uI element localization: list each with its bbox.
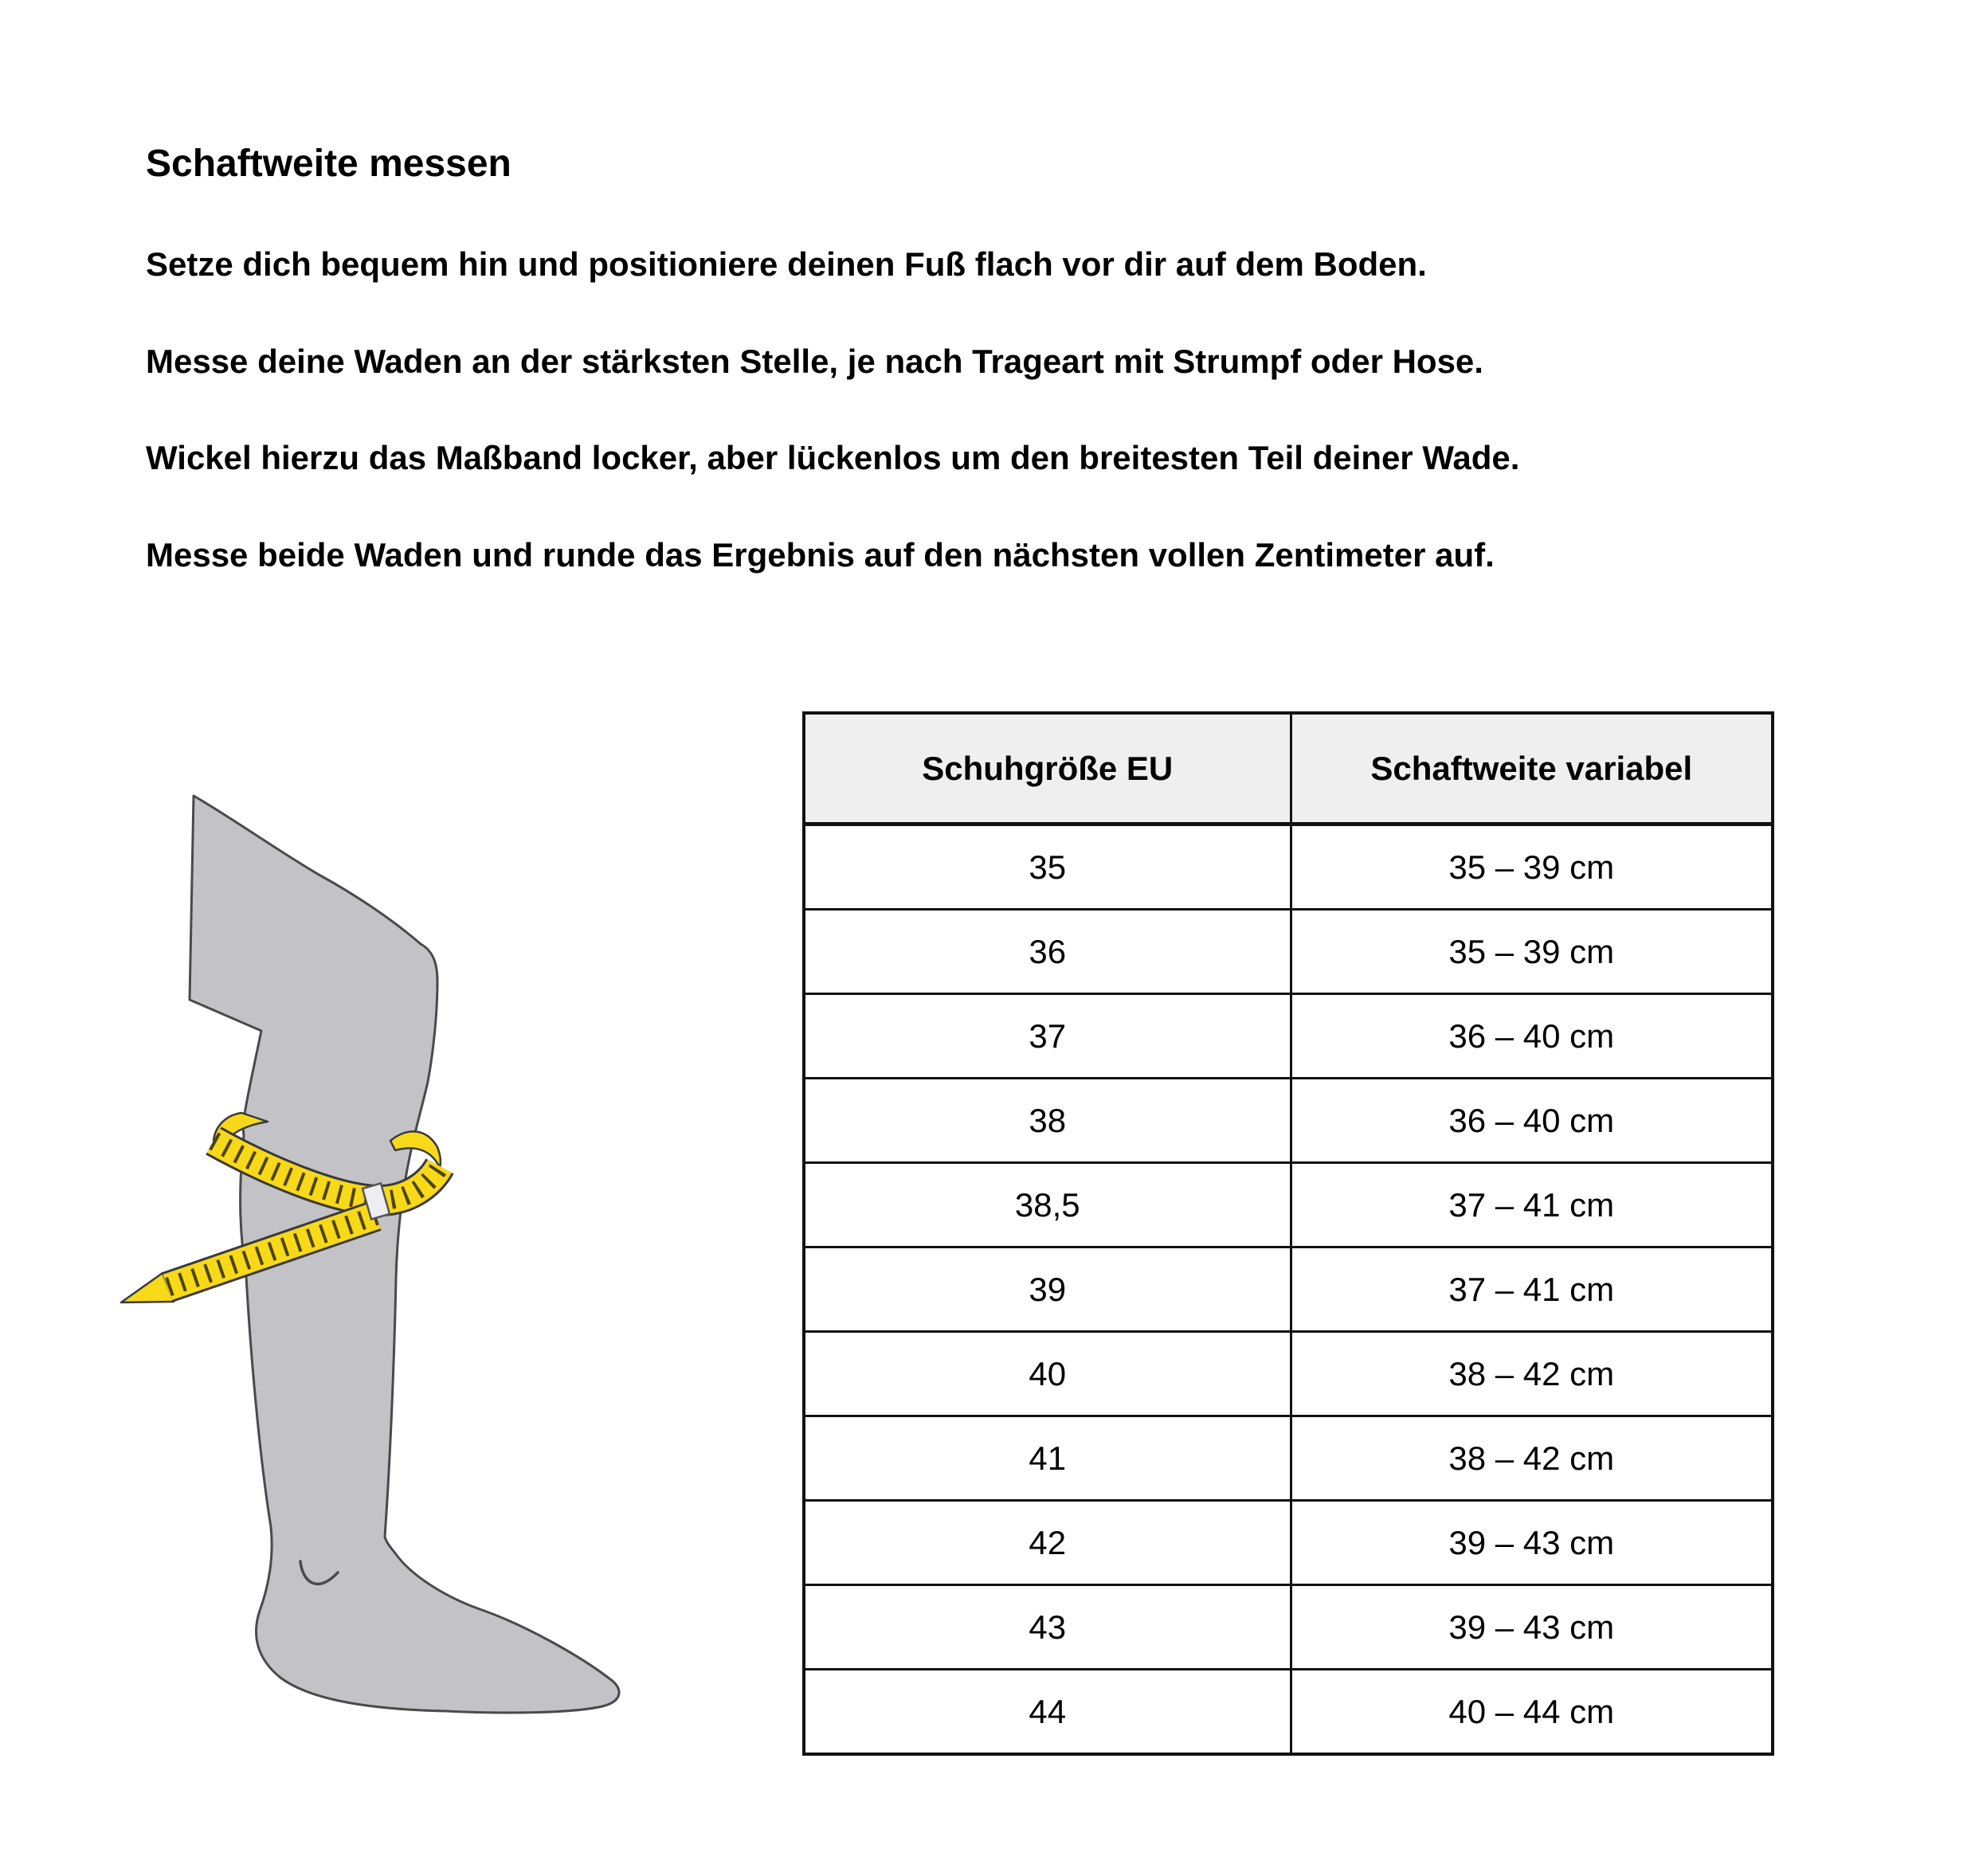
table-cell: 35 – 39 cm [1291, 824, 1773, 910]
instruction-line: Messe deine Waden an der stärksten Stelle, je nach Trageart mit Strumpf oder Hose. [146, 343, 1483, 380]
table-row [804, 824, 1773, 910]
table-cell: 39 – 43 cm [1291, 1501, 1773, 1585]
table-row [804, 994, 1773, 1079]
table-cell: 41 [804, 1416, 1291, 1501]
table-row [804, 1163, 1773, 1247]
instruction-line: Setze dich bequem hin und positioniere deinen Fuß flach vor dir auf dem Boden. [146, 245, 1427, 283]
table-cell: 37 [804, 994, 1291, 1079]
table-row [804, 1079, 1773, 1163]
size-table-body [804, 824, 1773, 1755]
table-cell: 40 [804, 1332, 1291, 1416]
table-cell: 36 – 40 cm [1291, 994, 1773, 1079]
table-cell: 42 [804, 1501, 1291, 1585]
table-cell: 37 – 41 cm [1291, 1247, 1773, 1332]
table-row [804, 910, 1773, 994]
table-cell: 37 – 41 cm [1291, 1163, 1773, 1247]
table-cell: 40 – 44 cm [1291, 1670, 1773, 1755]
table-row [804, 1247, 1773, 1332]
table-row [804, 1332, 1773, 1416]
header-shoe-size-eu: Schuhgröße EU [804, 713, 1291, 824]
shaft-width-size-table [802, 711, 1774, 1756]
table-row [804, 1585, 1773, 1670]
instruction-line: Wickel hierzu das Maßband locker, aber lückenlos um den breitesten Teil deiner Wade. [146, 439, 1520, 476]
table-row [804, 1501, 1773, 1585]
header-shaft-width-variable: Schaftweite variabel [1291, 713, 1773, 824]
size-table-header [804, 713, 1773, 824]
table-cell: 39 [804, 1247, 1291, 1332]
table-cell: 35 [804, 824, 1291, 910]
table-cell: 36 – 40 cm [1291, 1079, 1773, 1163]
table-cell: 43 [804, 1585, 1291, 1670]
instruction-line: Messe beide Waden und runde das Ergebnis auf den nächsten vollen Zentimeter auf. [146, 536, 1495, 574]
table-cell: 38,5 [804, 1163, 1291, 1247]
header-row [804, 713, 1773, 824]
table-cell: 38 – 42 cm [1291, 1332, 1773, 1416]
table-cell: 38 – 42 cm [1291, 1416, 1773, 1501]
table-cell: 38 [804, 1079, 1291, 1163]
table-cell: 35 – 39 cm [1291, 910, 1773, 994]
table-row [804, 1670, 1773, 1755]
page-title: Schaftweite messen [146, 143, 511, 185]
table-row [804, 1416, 1773, 1501]
leg-measuring-illustration [112, 781, 637, 1729]
table-cell: 36 [804, 910, 1291, 994]
table-cell: 44 [804, 1670, 1291, 1755]
table-cell: 39 – 43 cm [1291, 1585, 1773, 1670]
